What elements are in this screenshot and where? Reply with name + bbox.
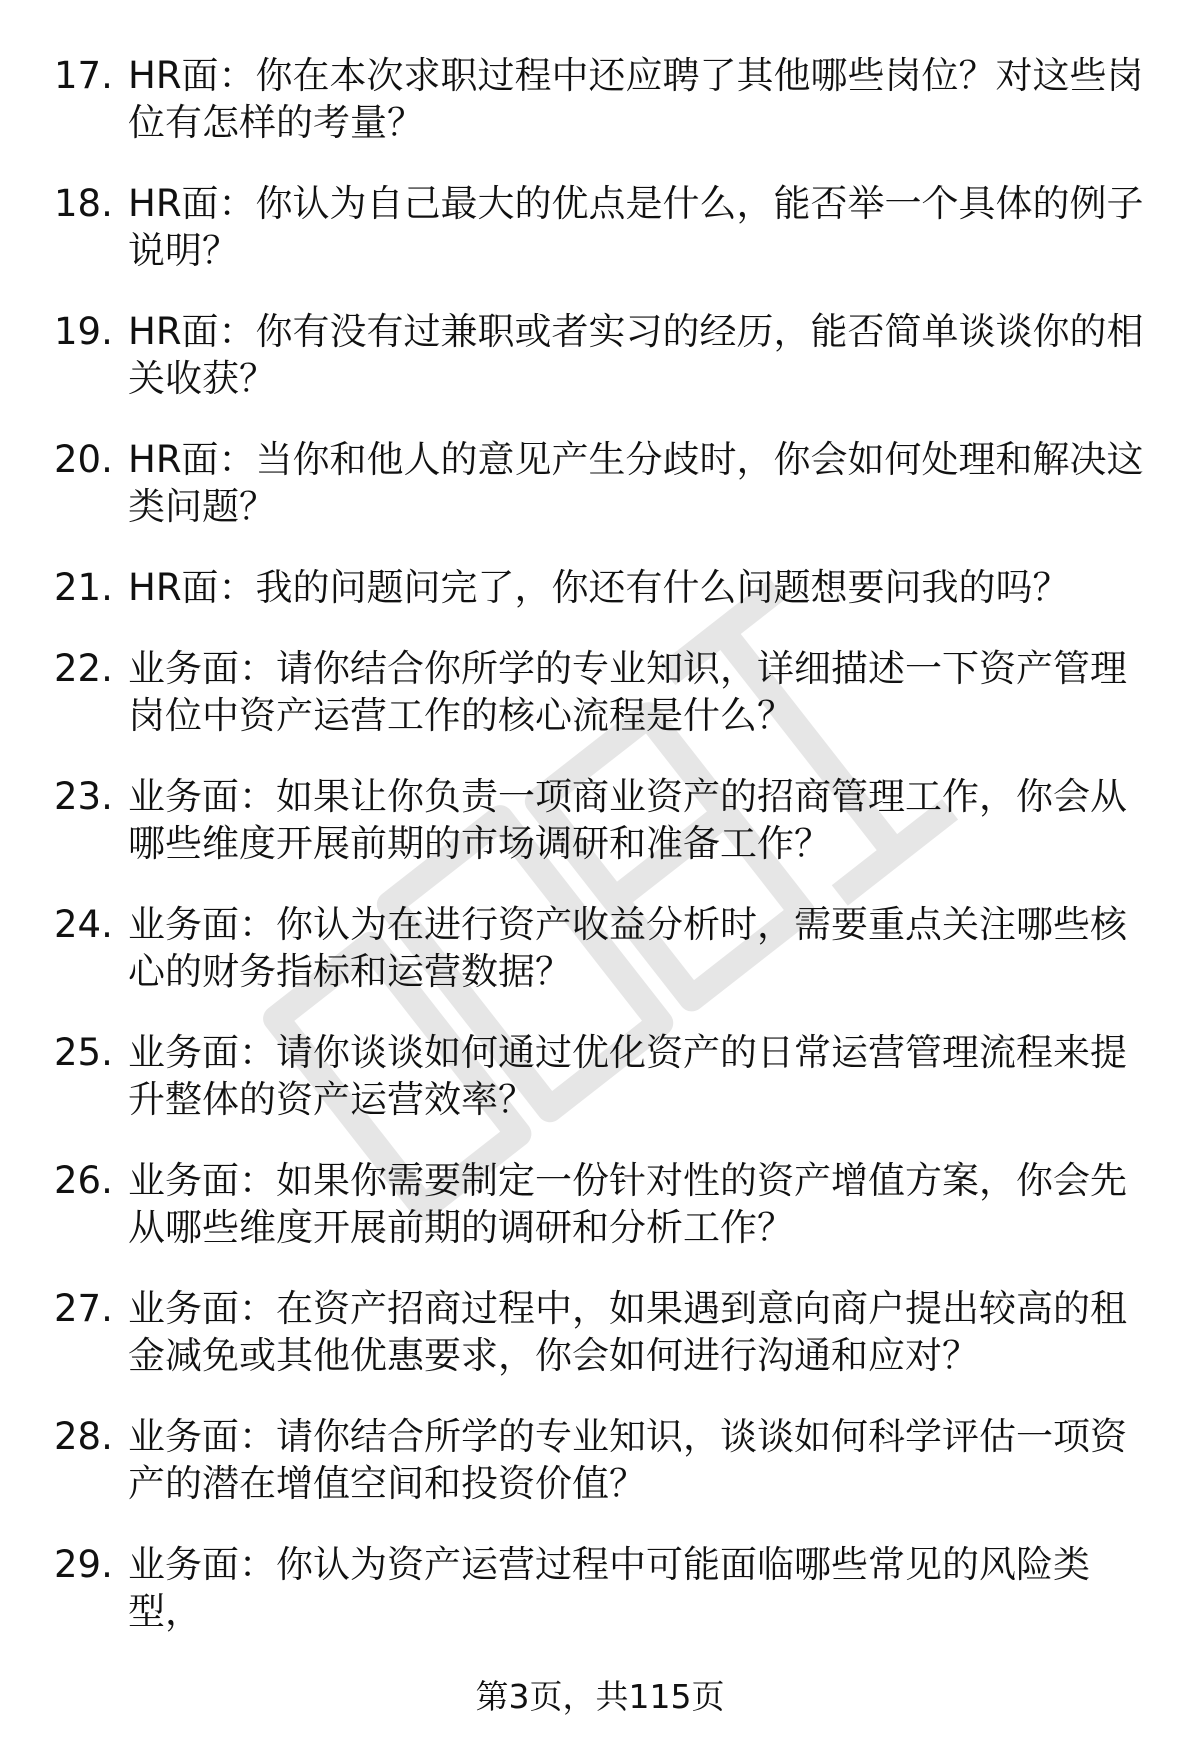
- question-text: 业务面：请你结合你所学的专业知识，详细描述一下资产管理岗位中资产运营工作的核心流程是什么？: [128, 647, 1127, 737]
- question-text: 业务面：在资产招商过程中，如果遇到意向商户提出较高的租金减免或其他优惠要求，你会如何进行沟通和应对？: [128, 1287, 1127, 1377]
- question-number: 19.: [54, 310, 113, 353]
- question-item: [0, 52, 1200, 146]
- question-number: 26.: [54, 1159, 113, 1202]
- question-item: [0, 901, 1200, 995]
- question-text: 业务面：如果让你负责一项商业资产的招商管理工作，你会从哪些维度开展前期的市场调研和准备工作？: [128, 775, 1127, 865]
- question-item: [0, 308, 1200, 402]
- question-item: [0, 436, 1200, 530]
- question-item: [0, 1541, 1200, 1635]
- question-number: 25.: [54, 1031, 113, 1074]
- question-number: 23.: [54, 775, 113, 818]
- question-number: 18.: [54, 182, 113, 225]
- question-text: 业务面：你认为在进行资产收益分析时，需要重点关注哪些核心的财务指标和运营数据？: [128, 903, 1127, 993]
- question-text: HR面：你在本次求职过程中还应聘了其他哪些岗位？对这些岗位有怎样的考量？: [128, 54, 1144, 144]
- question-item: [0, 773, 1200, 867]
- question-text: 业务面：请你谈谈如何通过优化资产的日常运营管理流程来提升整体的资产运营效率？: [128, 1031, 1127, 1121]
- question-text: 业务面：请你结合所学的专业知识，谈谈如何科学评估一项资产的潜在增值空间和投资价值？: [128, 1415, 1127, 1505]
- question-list: [0, 52, 1200, 1669]
- question-item: [0, 1413, 1200, 1507]
- question-text: 业务面：你认为资产运营过程中可能面临哪些常见的风险类型，: [128, 1543, 1090, 1633]
- question-number: 22.: [54, 647, 113, 690]
- question-item: [0, 1157, 1200, 1251]
- question-item: [0, 180, 1200, 274]
- question-item: [0, 1029, 1200, 1123]
- question-item: [0, 1285, 1200, 1379]
- question-number: 24.: [54, 903, 113, 946]
- question-number: 29.: [54, 1543, 113, 1586]
- question-text: HR面：你有没有过兼职或者实习的经历，能否简单谈谈你的相关收获？: [128, 310, 1144, 400]
- question-number: 21.: [54, 566, 113, 609]
- question-number: 20.: [54, 438, 113, 481]
- question-item: [0, 645, 1200, 739]
- page-footer: [0, 1675, 1200, 1719]
- question-number: 17.: [54, 54, 113, 97]
- question-number: 27.: [54, 1287, 113, 1330]
- question-item: [0, 564, 1200, 611]
- question-text: HR面：你认为自己最大的优点是什么，能否举一个具体的例子说明？: [128, 182, 1144, 272]
- question-text: HR面：我的问题问完了，你还有什么问题想要问我的吗？: [128, 566, 1070, 609]
- question-text: 业务面：如果你需要制定一份针对性的资产增值方案，你会先从哪些维度开展前期的调研和分析工作？: [128, 1159, 1127, 1249]
- question-number: 28.: [54, 1415, 113, 1458]
- question-text: HR面：当你和他人的意见产生分歧时，你会如何处理和解决这类问题？: [128, 438, 1144, 528]
- page-number-label: 第3页，共115页: [475, 1677, 725, 1716]
